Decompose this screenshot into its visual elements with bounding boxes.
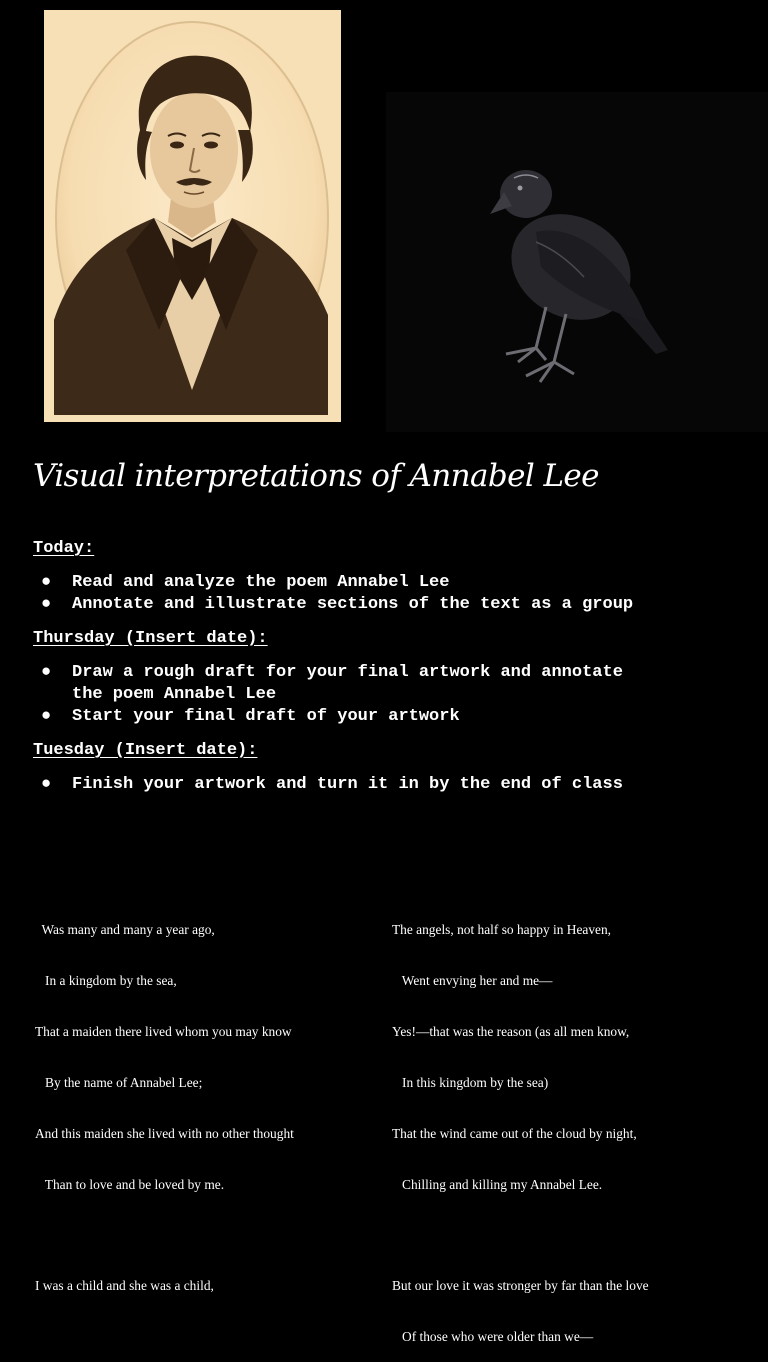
bullet-icon: ● — [41, 707, 52, 726]
section-today — [33, 538, 753, 616]
section-tuesday — [33, 740, 753, 796]
bullet-icon: ● — [41, 573, 52, 592]
poem-line: That a maiden there lived whom you may know — [35, 1024, 292, 1039]
poem-stanza-break — [35, 1227, 294, 1243]
bullet-icon: ● — [41, 663, 52, 682]
poem-line: Than to love and be loved by me. — [35, 1177, 225, 1192]
poem-line: Of those who were older than we— — [392, 1329, 594, 1344]
task-list — [33, 774, 753, 796]
poem-line: The angels, not half so happy in Heaven, — [392, 922, 612, 937]
bullet-icon: ● — [41, 775, 52, 794]
list-item — [33, 774, 753, 796]
raven-icon — [386, 92, 768, 432]
poem-stanza-break — [392, 1227, 649, 1243]
list-item-text: Read and analyze the poem Annabel Lee — [72, 573, 450, 592]
poe-portrait-image — [44, 10, 341, 422]
poem-line: Went envying her and me— — [392, 973, 553, 988]
list-item — [33, 572, 753, 594]
poe-portrait-icon — [44, 10, 341, 422]
poem-line: I was a child and she was a child, — [35, 1278, 214, 1293]
poem-line: And this maiden she lived with no other thought — [35, 1126, 294, 1141]
list-item-text: Annotate and illustrate sections of the text as a group — [72, 595, 634, 614]
poem-line: That the wind came out of the cloud by night, — [392, 1126, 637, 1141]
bullet-icon: ● — [41, 595, 52, 614]
poem-line: But our love it was stronger by far than the love — [392, 1278, 649, 1293]
list-item-text: Draw a rough draft for your final artwork and annotate the poem Annabel Lee — [72, 663, 623, 704]
raven-image — [386, 92, 768, 432]
section-heading: Tuesday (Insert date): — [33, 741, 258, 760]
page-title: Visual interpretations of Annabel Lee — [33, 458, 599, 494]
task-list — [33, 572, 753, 616]
poem-left-column — [35, 887, 294, 1311]
list-item — [33, 662, 753, 706]
list-item-text: Finish your artwork and turn it in by the end of class — [72, 775, 623, 794]
list-item — [33, 706, 753, 728]
section-heading: Today: — [33, 539, 95, 558]
list-item-text: Start your final draft of your artwork — [72, 707, 460, 726]
poem-line: Chilling and killing my Annabel Lee. — [392, 1177, 603, 1192]
poem-line: Was many and many a year ago, — [35, 922, 215, 937]
task-list — [33, 662, 753, 728]
poem-line: In this kingdom by the sea) — [392, 1075, 549, 1090]
section-thursday — [33, 628, 753, 728]
list-item — [33, 594, 753, 616]
poem-line: In a kingdom by the sea, — [35, 973, 177, 988]
poem-right-column — [392, 887, 649, 1362]
schedule — [33, 538, 753, 808]
section-heading: Thursday (Insert date): — [33, 629, 268, 648]
poem-line: Yes!—that was the reason (as all men know, — [392, 1024, 630, 1039]
poem-line: By the name of Annabel Lee; — [35, 1075, 203, 1090]
